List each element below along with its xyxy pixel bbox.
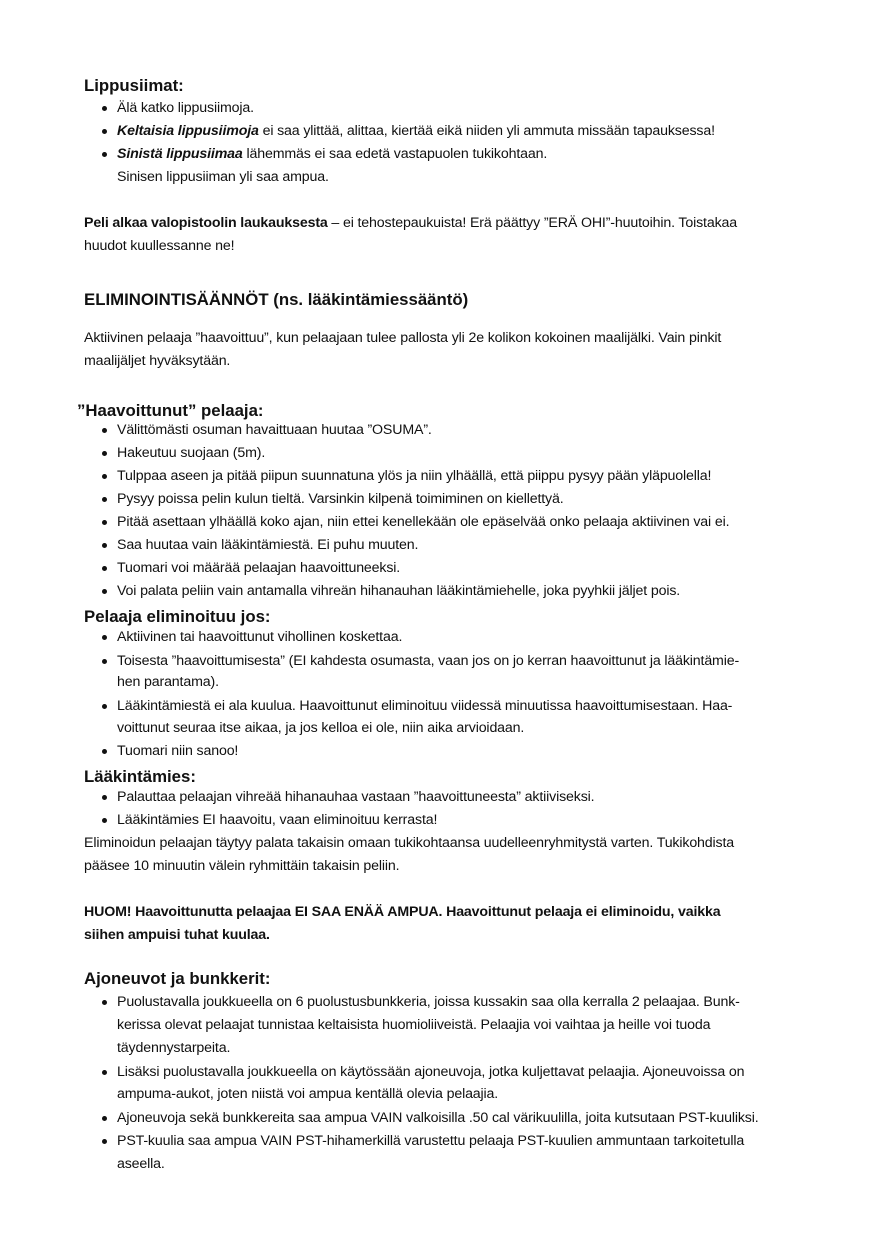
heading-medic: Lääkintämies:: [84, 767, 196, 786]
bullet: [102, 106, 107, 111]
paragraph-bold: Peli alkaa valopistoolin laukauksesta: [84, 215, 328, 231]
paragraph-line: Aktiivinen pelaaja ”haavoittuu”, kun pelaajaan tulee pallosta yli 2e kolikon kokoinen maalijälki. Vain pinkit: [84, 330, 722, 346]
bullet: [102, 474, 107, 479]
list-item: [117, 143, 547, 166]
notice-line: siihen ampuisi tuhat kuulaa.: [84, 927, 270, 943]
bullet: [102, 818, 107, 823]
bullet: [102, 1070, 107, 1075]
list-item: Tuomari voi määrää pelaajan haavoittuneeksi.: [117, 560, 401, 576]
list-item-text: lähemmäs ei saa edetä vastapuolen tukikohtaan.: [246, 146, 548, 162]
bullet: [102, 1139, 107, 1144]
bullet: [102, 659, 107, 664]
list-item: Hakeutuu suojaan (5m).: [117, 445, 266, 461]
list-item: Välittömästi osuman havaittuaan huutaa ”OSUMA”.: [117, 422, 432, 438]
bullet: [102, 635, 107, 640]
bullet: [102, 589, 107, 594]
list-item-continuation: täydennystarpeita.: [117, 1040, 231, 1056]
paragraph-line: maalijäljet hyväksytään.: [84, 353, 231, 369]
paragraph-text: – ei tehostepaukuista! Erä päättyy ”ERÄ OHI”-huutoihin. Toistakaa: [327, 215, 738, 231]
list-item-continuation: kerissa olevat pelaajat tunnistaa keltaisista huomioliiveistä. Pelaajia voi vaihtaa ja heille voi tuoda: [117, 1017, 711, 1033]
paragraph-line: Eliminoidun pelaajan täytyy palata takaisin omaan tukikohtaansa uudelleenryhmitystä varten. Tukikohdista: [84, 835, 735, 851]
bullet: [102, 566, 107, 571]
list-item: Palauttaa pelaajan vihreää hihanauhaa vastaan ”haavoittuneesta” aktiiviseksi.: [117, 789, 595, 805]
list-item-continuation: hen parantama).: [117, 674, 219, 690]
list-item: Pitää asettaan ylhäällä koko ajan, niin ettei kenellekään ole epäselvää onko pelaaja aktiivinen vai ei.: [117, 514, 730, 530]
bullet: [102, 1116, 107, 1121]
list-item: Aktiivinen tai haavoittunut vihollinen koskettaa.: [117, 629, 403, 645]
list-item: [117, 120, 715, 143]
emphasis: Keltaisia lippusiimoja: [117, 123, 259, 139]
bullet: [102, 543, 107, 548]
list-item: PST-kuulia saa ampua VAIN PST-hihamerkillä varustettu pelaaja PST-kuulien ammuntaan tarkoitetulla: [117, 1133, 745, 1149]
list-item-continuation: aseella.: [117, 1156, 165, 1172]
list-item: Toisesta ”haavoittumisesta” (EI kahdesta osumasta, vaan jos on jo kerran haavoittunut ja lääkintämie-: [117, 653, 740, 669]
paragraph-line: pääsee 10 minuutin välein ryhmittäin takaisin peliin.: [84, 858, 400, 874]
bullet: [102, 129, 107, 134]
list-item-continuation: voittunut seuraa itse aikaa, ja jos kelloa ei ole, niin aika arvioidaan.: [117, 720, 525, 736]
bullet: [102, 1000, 107, 1005]
list-item: Tuomari niin sanoo!: [117, 743, 239, 759]
bullet: [102, 704, 107, 709]
notice-line: HUOM! Haavoittunutta pelaajaa EI SAA ENÄÄ AMPUA. Haavoittunut pelaaja ei eliminoidu, vaikka: [84, 904, 721, 920]
bullet: [102, 152, 107, 157]
list-item: Älä katko lippusiimoja.: [117, 100, 254, 116]
section-title: ELIMINOINTISÄÄNNÖT (ns. lääkintämiessääntö): [84, 290, 469, 309]
list-item: Saa huutaa vain lääkintämiestä. Ei puhu muuten.: [117, 537, 419, 553]
paragraph: [84, 212, 737, 235]
bullet: [102, 451, 107, 456]
heading-lippusiimat: Lippusiimat:: [84, 76, 184, 95]
list-item: Lääkintämies EI haavoitu, vaan eliminoituu kerrasta!: [117, 812, 438, 828]
paragraph-line: huudot kuullessanne ne!: [84, 238, 235, 254]
list-item: Puolustavalla joukkueella on 6 puolustusbunkkeria, joissa kussakin saa olla kerralla 2 pelaajaa. Bunk-: [117, 994, 740, 1010]
list-item-text: ei saa ylittää, alittaa, kiertää eikä niiden yli ammuta missään tapauksessa!: [262, 123, 715, 139]
bullet: [102, 497, 107, 502]
list-item: Tulppaa aseen ja pitää piipun suunnatuna ylös ja niin ylhäällä, että piippu pysyy pään yläpuolella!: [117, 468, 712, 484]
heading-wounded: ”Haavoittunut” pelaaja:: [77, 401, 264, 420]
list-item: Pysyy poissa pelin kulun tieltä. Varsinkin kilpenä toimiminen on kiellettyä.: [117, 491, 564, 507]
heading-eliminated: Pelaaja eliminoituu jos:: [84, 607, 271, 626]
list-item-continuation: Sinisen lippusiiman yli saa ampua.: [117, 169, 329, 185]
list-item: Ajoneuvoja sekä bunkkereita saa ampua VAIN valkoisilla .50 cal värikuulilla, joita kutsutaan PST-kuuliksi.: [117, 1110, 759, 1126]
bullet: [102, 428, 107, 433]
list-item: Lisäksi puolustavalla joukkueella on käytössään ajoneuvoja, jotka kuljettavat pelaajia. Ajoneuvoissa on: [117, 1064, 745, 1080]
emphasis: Sinistä lippusiimaa: [117, 146, 243, 162]
list-item: Voi palata peliin vain antamalla vihreän hihanauhan lääkintämiehelle, joka pyyhkii jäljet pois.: [117, 583, 681, 599]
bullet: [102, 749, 107, 754]
bullet: [102, 520, 107, 525]
heading-vehicles: Ajoneuvot ja bunkkerit:: [84, 969, 271, 988]
list-item: Lääkintämiestä ei ala kuulua. Haavoittunut eliminoituu viidessä minuutissa haavoittumisestaan. Haa-: [117, 698, 733, 714]
bullet: [102, 795, 107, 800]
list-item-continuation: ampuma-aukot, joten niistä voi ampua kentällä olevia pelaajia.: [117, 1086, 499, 1102]
